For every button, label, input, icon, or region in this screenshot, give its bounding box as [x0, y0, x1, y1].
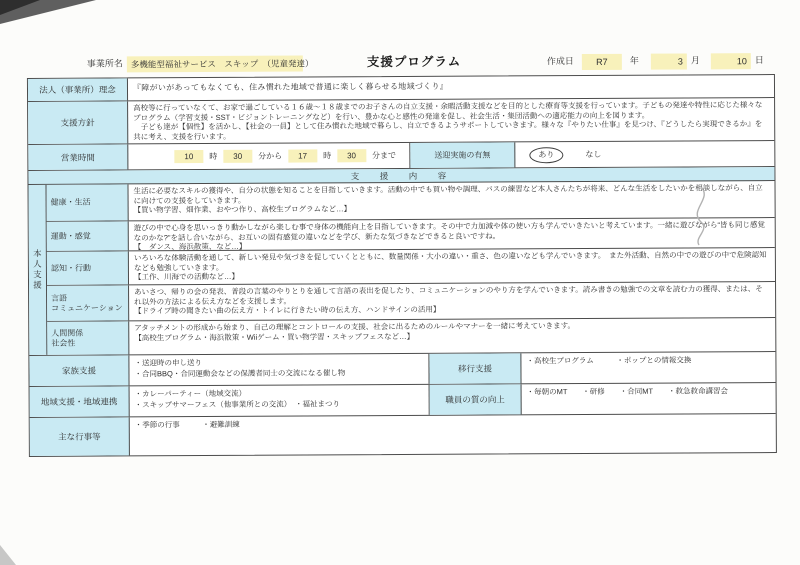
personal-support-rows: [46, 181, 775, 355]
hour-unit-label-2: 時: [323, 151, 332, 161]
transport-availability-label: 送迎実施の有無: [410, 142, 515, 168]
table-row: [47, 282, 775, 322]
from-unit-label: 分から: [258, 151, 283, 161]
category-cognition-behavior: 認知・行動: [47, 251, 129, 284]
category-language-communication: 言語 コミュニケーション: [47, 285, 129, 320]
transport-yes-selected: あり: [529, 147, 563, 163]
community-support-text: ・カレーパーティー（地域交流） ・スキップサマーフェス（他事業所との交流） ・福祉まつり: [130, 385, 430, 417]
examples-text: 【高校生プログラム・海浜散策・Wiiゲーム・買い物学習・スキップフェスなど…】: [134, 331, 415, 342]
philosophy-text: 『障がいがあってもなくても、住み慣れた地域で普通に楽しく暮らせる地域づくり』: [132, 81, 449, 93]
table-row: [47, 318, 775, 355]
until-unit-label: 分まで: [371, 151, 396, 161]
transition-support-text: ・高校生プログラム ・ポップとの情報交換: [526, 355, 692, 366]
policy-text: 高校等に行っていなくて、お家で過ごしている１６歳～１８歳までのお子さんの自立支援・余暇活動支援などを目的とした療育等支援を行っています。子どもの発達や特性に応じた様々なプログラム（学習支援・SST・ビジョントレーニングなど）を行い、豊かな心と感性の発達を促し、社会生活・集団活動への適応能力の向上を図ります。 子ども達が【個性】を活かし、【社会の一員】として住み慣れた地域で暮らし、自立できるようサポートしていきます。様々な『やりたい仕事』を見つけ、『どうしたら実現できるか』を共に考え、支援を行います。: [133, 100, 763, 142]
support-program-table: [27, 74, 777, 457]
created-year-value: R7: [582, 54, 622, 70]
scan-hair-artifact: [682, 182, 724, 248]
office-name-label: 事業所名: [86, 58, 123, 69]
category-relationships-social-text: [129, 318, 775, 354]
community-staff-row: [30, 383, 776, 418]
support-content-section-title: 支 援 内 容: [28, 167, 774, 185]
created-day-value: 10: [711, 53, 751, 69]
personal-support-vertical-label: 本人支援: [28, 185, 47, 355]
main-events-label: 主な行事等: [30, 417, 130, 456]
transport-no-option: なし: [585, 149, 602, 160]
office-name-value: 多機能型福祉サービス スキップ （児童発達）: [127, 56, 303, 73]
created-date-label: 作成日: [546, 56, 574, 67]
category-cognition-behavior-text: [129, 248, 775, 284]
close-hour-value: 17: [288, 149, 317, 162]
business-hours-values: [128, 143, 410, 169]
category-relationships-social: 人間関係 社会性: [47, 321, 129, 354]
transition-support-label: 移行支援: [429, 353, 521, 383]
examples-text: 【ドライブ時の聞きたい曲の伝え方・トイレに行きたい時の伝え方、ハンドサインの活用】: [134, 304, 441, 316]
year-unit-label: 年: [629, 55, 639, 66]
hour-unit-label: 時: [209, 151, 218, 161]
staff-quality-text: ・毎朝のMT ・研修 ・合同MT ・救急救命講習会: [526, 386, 728, 397]
body-text: 遊びの中で心身を思いっきり動かしながら楽しむ事で身体の機能向上を目指していきます。その中で力加減や体の使い方も学んでいきたいと考えています。一緒に遊びながら“皆も同じ感覚なのかな?”を話し合いながら、お互いの固有感覚の違いなどを学び、新たな気づきなどできると良いですね。: [133, 220, 766, 242]
family-support-label: 家族支援: [29, 355, 129, 386]
body-text: アタッチメントの形成から始まり、自己の理解とコントロールの支援、社会に出るためのルールやマナーを一緒に考えていきます。: [134, 321, 576, 333]
open-minute-value: 30: [223, 150, 252, 163]
table-row: [47, 248, 775, 286]
examples-text: 【工作、川海での活動など…】: [133, 272, 240, 282]
document-title: 支援プログラム: [366, 54, 462, 70]
personal-support-section: [28, 181, 775, 356]
category-health-life: 健康・生活: [46, 184, 128, 220]
category-language-communication-text: [129, 282, 775, 320]
main-events-row: [30, 414, 776, 456]
main-events-text: ・季節の行事 ・避難訓練: [134, 419, 240, 430]
body-text: 生活に必要なスキルの獲得や、自分の状態を知ることを目指していきます。活動の中でも買い物や調理、バスの練習など本人さんたちが将来、どんな生活をしたいかを相談しながら、自立に向けての支援をしていきます。: [133, 183, 763, 205]
policy-label: 支援方針: [28, 101, 128, 144]
category-motor-sensory-text: [129, 218, 775, 250]
open-hour-value: 10: [174, 150, 203, 163]
examples-text: 【買い物学習、畑作業、おやつ作り、高校生プログラムなど…】: [133, 204, 352, 215]
philosophy-label: 法人（事業所）理念: [28, 78, 128, 101]
family-support-text: ・送迎時の申し送り ・合同BBQ・合同運動会などの保護者同士の交流になる催し物: [129, 354, 429, 386]
table-row: [47, 218, 775, 252]
staff-quality-label: 職員の質の向上: [430, 384, 522, 414]
examples-text: 【 ダンス、海浜散策、など…】: [133, 241, 247, 252]
transport-availability-values: [515, 141, 774, 167]
created-month-value: 3: [651, 53, 687, 69]
community-support-label: 地域支援・地域連携: [30, 386, 130, 417]
body-text: いろいろな体験活動を通して、新しい発見や気づきを促していくとともに、数量関係・大小の違い・重さ、色の違いなども学んでいきます。 また外活動、自然の中での遊びの中で危険認知なども勉強していきます。: [133, 250, 767, 272]
month-unit-label: 月: [690, 55, 700, 66]
category-health-life-text: [128, 181, 774, 220]
close-minute-value: 30: [337, 149, 366, 162]
policy-row: [28, 98, 774, 145]
day-unit-label: 日: [754, 55, 764, 66]
table-row: [46, 181, 774, 222]
body-text: あいさつ、帰りの会の発表、普段の言葉のやりとりを通して言語の表出を促したり、コミュニケーションのやり方を学んでいきます。読み書きの勉強での文章を読む力の獲得、または、それ以外の方法による伝え方などを支援します。: [134, 284, 763, 306]
business-hours-row: [28, 141, 774, 171]
category-motor-sensory: 運動・感覚: [47, 221, 129, 250]
business-hours-label: 営業時間: [28, 144, 128, 170]
document-header: [0, 51, 799, 75]
family-transition-row: [29, 352, 775, 387]
